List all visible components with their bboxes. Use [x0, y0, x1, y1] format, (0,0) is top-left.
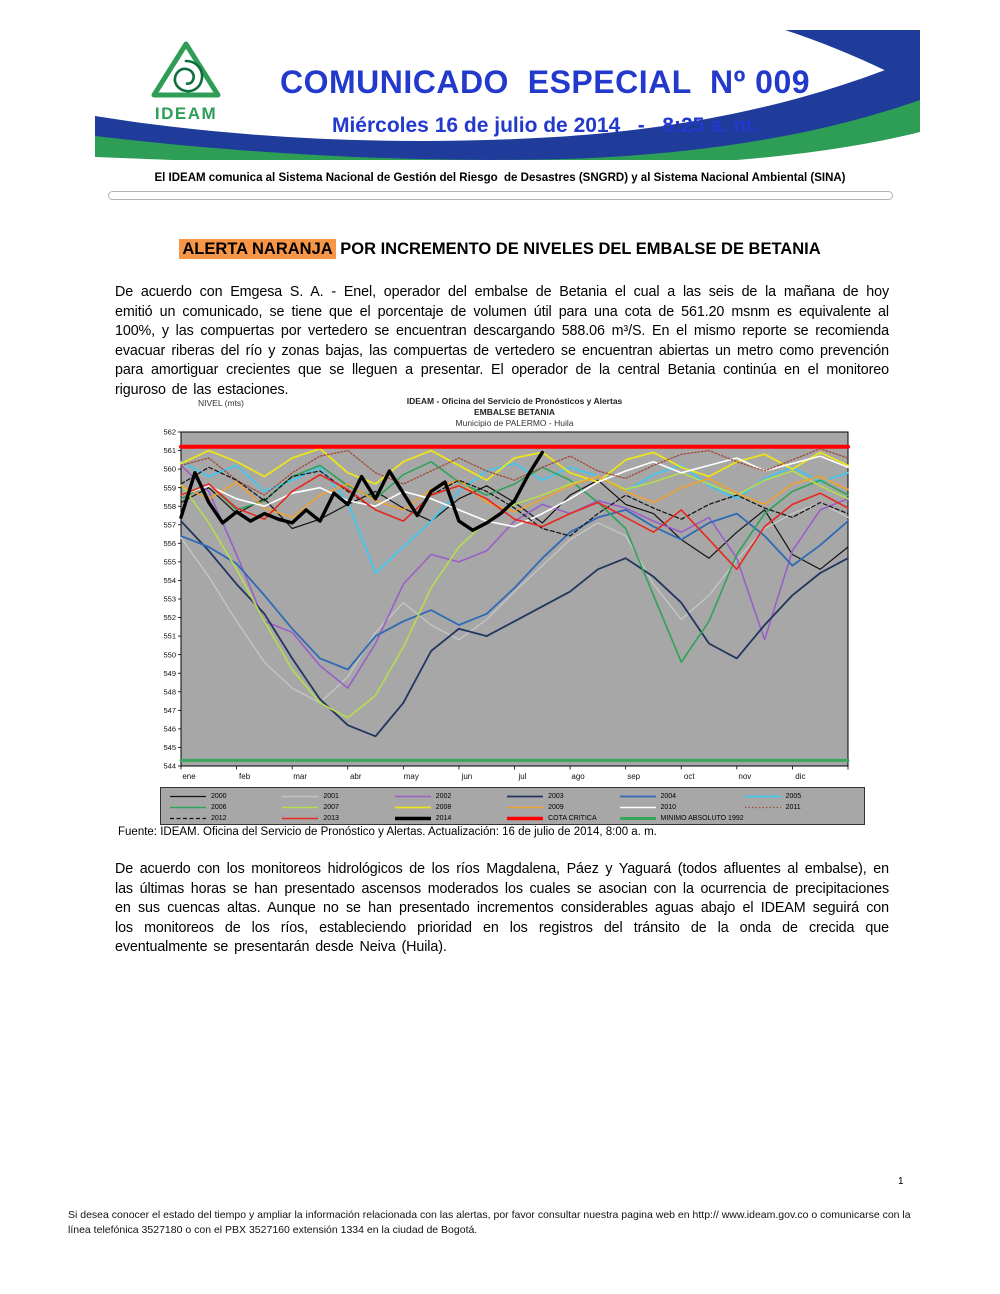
- chart-title-line2: EMBALSE BETANIA: [473, 407, 556, 417]
- svg-text:552: 552: [163, 613, 176, 623]
- legend-label: 2007: [323, 804, 339, 811]
- legend-swatch: [169, 803, 207, 812]
- legend-label: 2013: [323, 815, 339, 822]
- svg-text:546: 546: [163, 724, 176, 734]
- alert-heading-rest: POR INCREMENTO DE NIVELES DEL EMBALSE DE BETANIA: [335, 240, 821, 258]
- legend-swatch: [619, 814, 657, 823]
- legend-swatch: [281, 803, 319, 812]
- chart-legend: [160, 787, 865, 825]
- svg-text:jul: jul: [518, 772, 527, 781]
- legend-swatch: [619, 803, 657, 812]
- legend-label: 2011: [785, 804, 801, 811]
- legend-entry: [619, 813, 744, 824]
- svg-text:548: 548: [163, 687, 176, 697]
- legend-label: 2012: [211, 815, 227, 822]
- svg-text:553: 553: [163, 594, 176, 604]
- ideam-logo: [131, 40, 241, 124]
- legend-entry: [619, 791, 744, 802]
- legend-label: 2009: [548, 804, 564, 811]
- svg-text:554: 554: [163, 576, 176, 586]
- svg-text:545: 545: [163, 743, 176, 753]
- legend-label: 2006: [211, 804, 227, 811]
- svg-text:558: 558: [163, 501, 176, 511]
- legend-label: 2002: [435, 793, 452, 800]
- legend-entry: [281, 813, 393, 824]
- ideam-logo-text: IDEAM: [154, 104, 218, 123]
- header-band: [95, 30, 920, 160]
- legend-entry: [506, 791, 618, 802]
- legend-swatch: [744, 803, 782, 812]
- legend-swatch: [394, 792, 432, 801]
- legend-swatch: [506, 814, 544, 823]
- legend-entry: [394, 802, 506, 813]
- paragraph-2: De acuerdo con los monitoreos hidrológicos de los ríos Magdalena, Páez y Yaguará (todos afluentes al embalse), en las últimas horas se han presentado ascensos moderados los cuales se asocian con la ocurrencia de precipitaciones en sus cuencas altas. Aunque no se han presentado incrementos considerables aguas abajo el IDEAM seguirá con los monitoreos de los ríos, estableciendo prioridad en los registros del tránsito de la onda de crecida que eventualmente se presentarán desde Neiva (Huila).: [115, 861, 889, 956]
- svg-text:555: 555: [163, 557, 176, 567]
- svg-text:ene: ene: [182, 772, 196, 781]
- level-chart: [160, 396, 865, 828]
- ideam-logo-icon: [150, 40, 222, 98]
- footer-text: Si desea conocer el estado del tiempo y ampliar la información relacionada con las alertas, por favor consultar nuestra pagina web en http:// www.ideam.gov.co o comunicarse con la línea telefónica 3527180 o con el PBX 3527160 extensión 1334 en la ciudad de Bogotá.: [68, 1209, 911, 1236]
- svg-text:549: 549: [163, 668, 176, 678]
- svg-text:562: 562: [163, 427, 176, 437]
- legend-entry: [619, 802, 744, 813]
- chart-source-caption: Fuente: IDEAM. Oficina del Servicio de Pronóstico y Alertas. Actualización: 16 de julio de 2014, 8:00 a. m.: [118, 826, 657, 838]
- legend-label: 2008: [435, 804, 452, 811]
- banner-line: El IDEAM comunica al Sistema Nacional de Gestión del Riesgo de Desastres (SNGRD) y al Sistema Nacional Ambiental (SINA): [154, 172, 846, 184]
- document-title: COMUNICADO ESPECIAL Nº 009: [279, 64, 811, 100]
- legend-entry: [744, 791, 856, 802]
- legend-label: 2003: [548, 793, 564, 800]
- svg-text:sep: sep: [627, 772, 641, 781]
- legend-entry: [281, 791, 393, 802]
- chart-title-line3: Municipio de PALERMO - Huila: [455, 418, 574, 428]
- legend-label: 2004: [660, 793, 677, 800]
- svg-text:abr: abr: [349, 772, 362, 781]
- svg-text:jun: jun: [461, 772, 473, 781]
- paragraph-1: De acuerdo con Emgesa S. A. - Enel, operador del embalse de Betania el cual a las seis de la mañana de hoy emitió un comunicado, se tiene que el porcentaje de volumen útil para una cota de 561.20 msnm es equivalente al 100%, y las compuertas por vertedero se encuentran descargando 588.06 m³/S. En el mismo reporte se recomienda evacuar riberas del río y zonas bajas, las compuertas de vertedero se encuentran abiertas un metro como prevención para amortiguar crecientes que se lleguen a presentar. El operador de la central Betania continúa en el monitoreo riguroso de las estaciones.: [115, 284, 889, 398]
- legend-entry: [394, 791, 506, 802]
- svg-text:ago: ago: [571, 772, 585, 781]
- y-axis-title: NIVEL (mts): [198, 398, 244, 408]
- legend-label: 2005: [785, 793, 802, 800]
- svg-text:556: 556: [163, 538, 176, 548]
- horizontal-divider: [108, 191, 893, 200]
- svg-text:dic: dic: [795, 772, 806, 781]
- chart-titles: [181, 396, 848, 429]
- alert-heading: [0, 240, 1000, 259]
- document-date: Miércoles 16 de julio de 2014 - 8:25 a. m.: [331, 114, 759, 137]
- legend-swatch: [169, 792, 207, 801]
- svg-text:559: 559: [163, 483, 176, 493]
- legend-swatch: [281, 792, 319, 801]
- legend-swatch: [394, 803, 432, 812]
- svg-text:feb: feb: [239, 772, 251, 781]
- legend-label: MINIMO ABSOLUTO 1992: [660, 815, 744, 822]
- legend-swatch: [394, 814, 432, 823]
- legend-entry: [169, 802, 281, 813]
- legend-label: 2014: [435, 815, 452, 822]
- legend-swatch: [506, 803, 544, 812]
- legend-swatch: [506, 792, 544, 801]
- svg-text:561: 561: [163, 446, 176, 456]
- page-number: 1: [898, 1176, 904, 1187]
- svg-text:mar: mar: [293, 772, 308, 781]
- legend-entry: [169, 813, 281, 824]
- svg-text:550: 550: [163, 650, 176, 660]
- svg-text:547: 547: [163, 705, 176, 715]
- chart-title-line1: IDEAM - Oficina del Servicio de Pronósticos y Alertas: [406, 396, 623, 406]
- svg-text:may: may: [403, 772, 419, 781]
- legend-label: 2001: [323, 793, 339, 800]
- legend-entry: [281, 802, 393, 813]
- legend-label: 2010: [660, 804, 677, 811]
- legend-swatch: [169, 814, 207, 823]
- svg-text:oct: oct: [683, 772, 695, 781]
- svg-text:560: 560: [163, 464, 176, 474]
- svg-text:544: 544: [163, 761, 176, 771]
- legend-entry: [506, 813, 618, 824]
- legend-label: COTA CRITICA: [548, 815, 597, 822]
- legend-swatch: [744, 792, 782, 801]
- svg-text:nov: nov: [738, 772, 752, 781]
- svg-text:551: 551: [163, 631, 176, 641]
- legend-label: 2000: [211, 793, 227, 800]
- chart-plot-area: [160, 427, 865, 814]
- alert-highlight: ALERTA NARANJA: [179, 239, 335, 259]
- legend-swatch: [619, 792, 657, 801]
- legend-entry: [744, 802, 856, 813]
- legend-swatch: [281, 814, 319, 823]
- legend-entry: [394, 813, 506, 824]
- legend-entry: [506, 802, 618, 813]
- legend-entry: [169, 791, 281, 802]
- svg-text:557: 557: [163, 520, 176, 530]
